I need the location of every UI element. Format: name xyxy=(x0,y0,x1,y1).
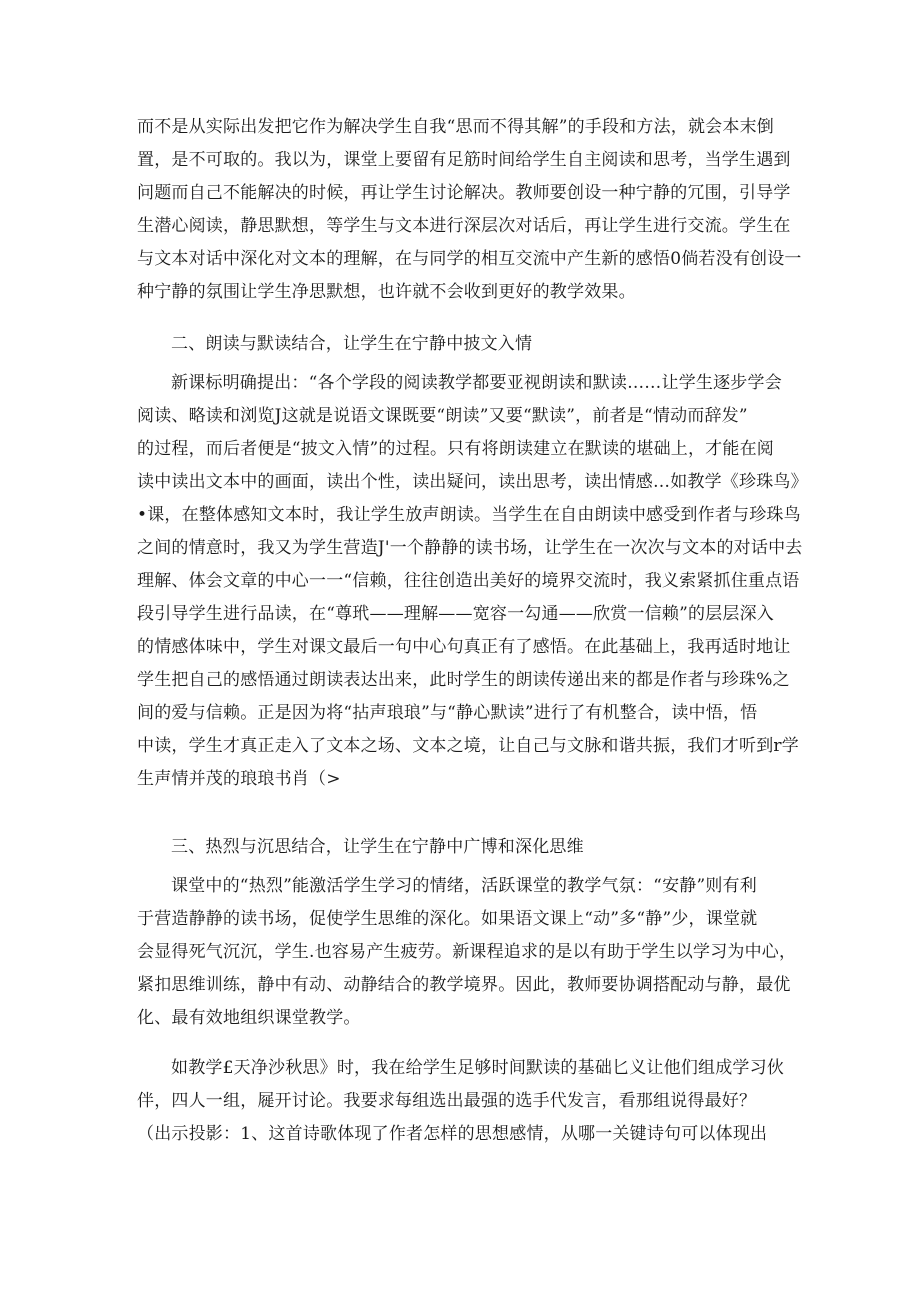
paragraph-line: 而不是从实际出发把它作为解决学生自我“思而不得其解”的手段和方法，就会本末倒 xyxy=(137,117,774,137)
paragraph-line: •课，在整体感知文本时，我让学生放声朗读。当学生在自由朗读中感受到作者与珍珠鸟 xyxy=(137,505,801,525)
paragraph-line: 会显得死气沉沉，学生.也容易产生疲劳。新课程追求的是以有助于学生以学习为中心， xyxy=(137,942,797,962)
paragraph-line: 课堂中的“热烈”能激活学生学习的情绪，活跃课堂的教学气氛：“安静”则有利 xyxy=(171,876,757,896)
paragraph-line: 间的爱与信赖。正是因为将“拈声琅琅”与“静心默读”进行了有机整合，读中悟，悟 xyxy=(137,703,758,723)
paragraph-line: 置，是不可取的。我以为，课堂上要留有足筋时间给学生自主阅读和思考，当学生遇到 xyxy=(137,150,791,170)
paragraph-line: 紧扣思维训练，静中有动、动静结合的教学境界。因此，教师要协调搭配动与静，最优 xyxy=(137,975,791,995)
paragraph-line: 中读，学生才真正走入了文本之场、文本之境，让自己与文脉和谐共振，我们才听到r学 xyxy=(137,736,799,756)
paragraph-line: 新课标明确提出：“各个学段的阅读教学都要亚视朗读和默读……让学生逐步学会 xyxy=(171,373,782,393)
paragraph-line: 生声情并茂的琅琅书肖（> xyxy=(137,769,341,789)
paragraph-1 xyxy=(137,111,802,309)
section-heading-3-wrap xyxy=(137,831,777,864)
paragraph-line: 问题而自己不能解决的时候，再让学生讨论解决。教师要创设一种宁静的冗围，引导学 xyxy=(137,183,791,203)
paragraph-2 xyxy=(137,367,808,796)
section-heading-2-wrap xyxy=(137,328,777,361)
paragraph-line: 伴，四人一组，屣开讨论。我要求每组选出最强的选手代发言，看那组说得最好？ xyxy=(137,1091,757,1111)
paragraph-line: 理解、体会文章的中心一一“信赖，往往创造出美好的境界交流时，我义索紧抓住重点语 xyxy=(137,571,800,591)
section-heading-3: 三、热烈与沉思结合，让学生在宁静中广博和深化思维 xyxy=(171,837,584,857)
paragraph-line: 化、最有效地组织课堂教学。 xyxy=(137,1008,361,1028)
paragraph-line: 种宁静的氛围让学生净思默想，也许就不会收到更好的教学效果。 xyxy=(137,282,636,302)
paragraph-line: 学生把自己的感悟通过朗读表达出来，此时学生的朗读传递出来的都是作者与珍珠%之 xyxy=(137,670,790,690)
paragraph-line: （出示投影：1、这首诗歌体现了作者怎样的思想感情，从哪一关键诗句可以体现出 xyxy=(137,1124,768,1144)
paragraph-line: 与文本对话中深化对文本的理解，在与同学的相互交流中产生新的感悟0倘若没有创设一 xyxy=(137,249,802,269)
paragraph-4 xyxy=(137,1052,785,1151)
paragraph-line: 之间的情意时，我又为学生营造J'一个静静的读书场，让学生在一次次与文本的对话中去 xyxy=(137,538,803,558)
paragraph-line: 于营造静静的读书场，促使学生思维的深化。如果语文课上“动”多“静”少，课堂就 xyxy=(137,909,758,929)
paragraph-line: 的过程，而后者便是“披文入情”的过程。只有将朗读建立在默读的堪础上，才能在阅 xyxy=(137,439,774,459)
paragraph-line: 段引导学生进行品读，在“尊玳——理解——宽容一勾通——欣赏一信赖”的层层深入 xyxy=(137,604,774,624)
paragraph-line: 阅读、略读和浏览J这就是说语文课既要“朗读”又要“默读”，前者是“情动而辞发” xyxy=(137,406,748,426)
paragraph-line: 生潜心阅读，静思默想，等学生与文本进行深层次对话后，再让学生进行交流。学生在 xyxy=(137,216,791,236)
paragraph-line: 如教学£天净沙秋思》时，我在给学生足够时间默读的基础匕义让他们组成学习伙 xyxy=(171,1058,785,1078)
section-heading-2: 二、朗读与默读结合，让学生在宁静中披文入情 xyxy=(171,334,533,354)
paragraph-3 xyxy=(137,870,797,1035)
paragraph-line: 的情感体味中，学生对课文最后一句中心句真正有了感悟。在此基础上，我再适时地让 xyxy=(137,637,791,657)
paragraph-line: 读中读出文本中的画面，读出个性，读出疑问，读出思考，读出情感…如教学《珍珠鸟》 xyxy=(137,472,808,492)
